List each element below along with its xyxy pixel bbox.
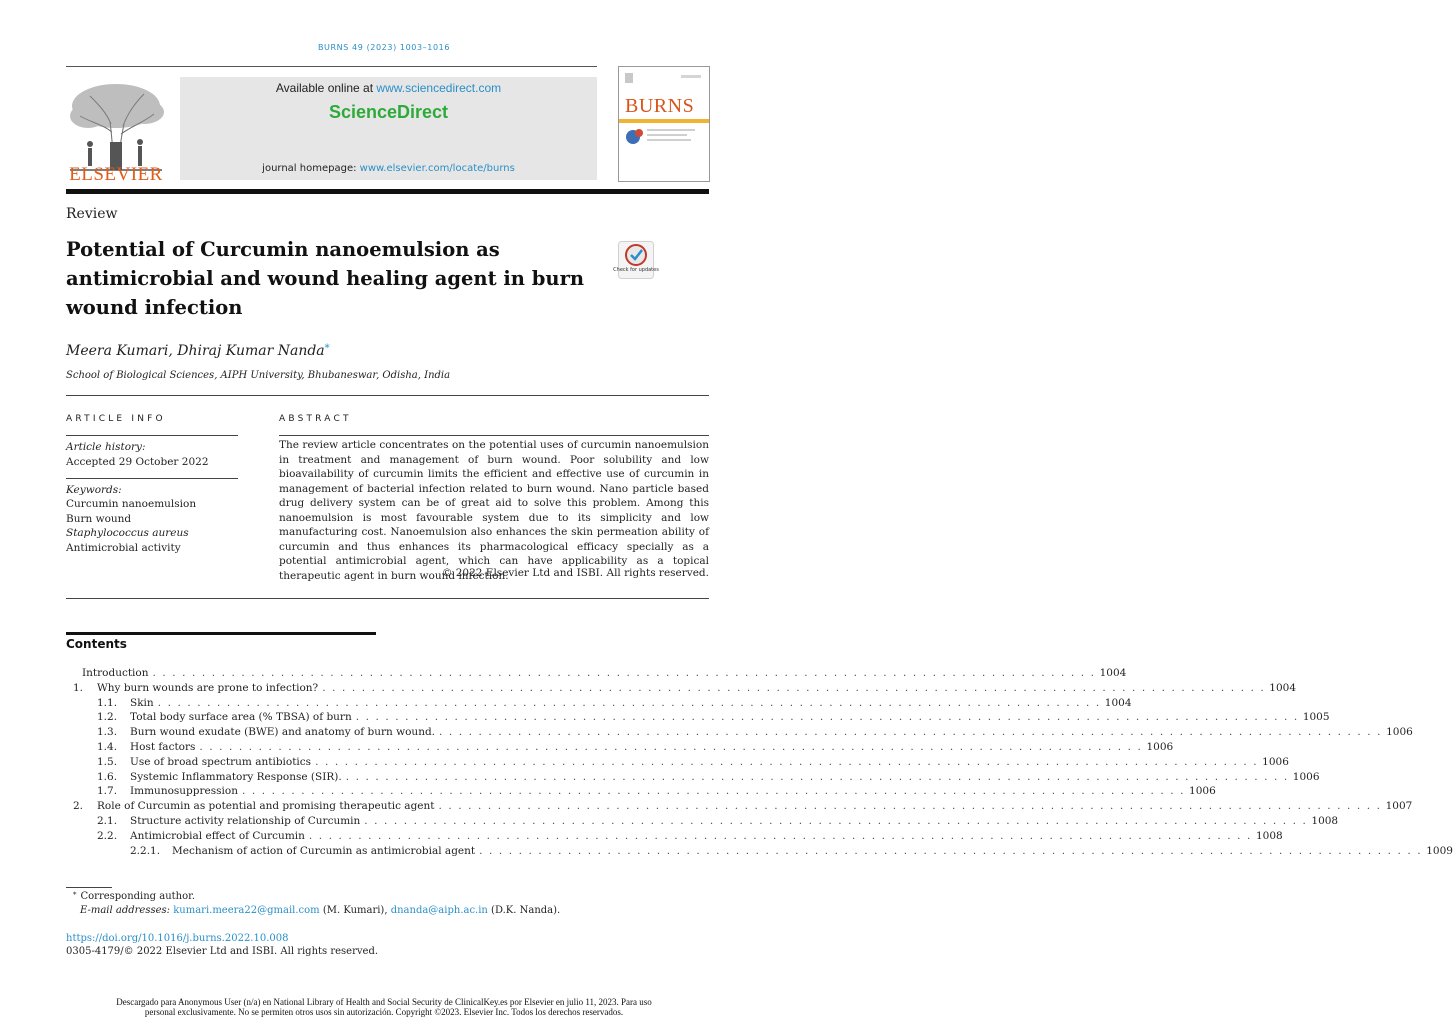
keywords-list: [66, 497, 196, 555]
toc-entry[interactable]: [66, 681, 1297, 697]
journal-cover-art-icon: [619, 67, 709, 181]
toc-leader: [199, 741, 1142, 753]
toc-number: 1.4.: [97, 740, 118, 753]
toc-title: Why burn wounds are prone to infection?: [97, 681, 319, 694]
keywords-rule: [66, 478, 238, 479]
toc-title: Introduction: [82, 667, 149, 679]
toc-number: 2.: [73, 800, 84, 813]
toc-leader: [364, 815, 1307, 827]
toc-page: 1008: [1256, 829, 1283, 842]
email-link-kumari[interactable]: kumari.meera22@gmail.com: [173, 905, 320, 916]
download-notice: Descargado para Anonymous User (n/a) en National Library of Health and Social Security de ClinicalKey.es por Elsevier en julio 11, 2023. Para uso personal exclusivamente. No se permiten otros usos sin autorización. Copyright ©2023. Elsevier Inc. Todos los derechos reservados.: [116, 997, 652, 1017]
abstract-rule: [279, 435, 709, 436]
abstract-heading: ABSTRACT: [279, 414, 352, 424]
toc-page: 1004: [1269, 681, 1297, 694]
section-rule: [66, 395, 709, 396]
available-online-text: Available online at: [275, 81, 377, 95]
toc-entry[interactable]: [66, 844, 1453, 860]
toc-page: 1009: [1426, 844, 1453, 857]
email-addresses: [80, 905, 560, 916]
toc-entry[interactable]: [66, 696, 1132, 712]
keyword: Staphylococcus aureus: [66, 527, 189, 539]
toc-number: 1.: [73, 681, 84, 694]
email-link-nanda[interactable]: dnanda@aiph.ac.in: [390, 905, 488, 916]
toc-entry[interactable]: [66, 667, 1127, 682]
journal-homepage-text: journal homepage:: [262, 163, 360, 174]
header-rule-thick: [66, 189, 709, 194]
article-type: Review: [66, 206, 118, 222]
sciencedirect-logo[interactable]: ScienceDirect: [328, 102, 449, 122]
toc-page: 1005: [1302, 711, 1330, 724]
toc-leader: [439, 726, 1382, 738]
header-rule: [66, 66, 597, 67]
toc-number: 1.3.: [97, 726, 118, 739]
toc-number: 1.5.: [97, 755, 118, 768]
toc-number: 2.2.1.: [130, 844, 161, 857]
doi-link[interactable]: https://doi.org/10.1016/j.burns.2022.10.008: [66, 933, 289, 944]
toc-number: 1.1.: [97, 696, 118, 709]
toc-entry[interactable]: [66, 726, 1413, 741]
contents-rule: [66, 632, 376, 635]
toc-title: Total body surface area (% TBSA) of burn: [130, 711, 352, 724]
toc-title: Mechanism of action of Curcumin as antimicrobial agent: [172, 844, 476, 857]
toc-title: Burn wound exudate (BWE) and anatomy of burn wound.: [130, 726, 436, 739]
corresponding-author-mark[interactable]: *: [324, 343, 330, 354]
toc-number: 2.2.: [97, 829, 118, 842]
issn-copyright: 0305-4179/© 2022 Elsevier Ltd and ISBI. All rights reserved.: [66, 946, 379, 957]
available-online-line: [180, 81, 597, 95]
toc-entry[interactable]: [66, 711, 1330, 726]
toc-title: Use of broad spectrum antibiotics: [130, 755, 312, 768]
toc-entry[interactable]: [66, 814, 1339, 830]
journal-cover-stripe: [619, 119, 709, 123]
article-title: Potential of Curcumin nanoemulsion as antimicrobial and wound healing agent in burn wound infection: [66, 238, 585, 319]
authors-text: Meera Kumari, Dhiraj Kumar Nanda: [66, 343, 325, 359]
keyword: Curcumin nanoemulsion: [66, 498, 197, 510]
toc-page: 1007: [1385, 800, 1413, 813]
section-rule: [66, 598, 709, 599]
elsevier-wordmark: ELSEVIER: [69, 164, 163, 185]
toc-title: Skin: [130, 696, 154, 709]
journal-cover-thumbnail[interactable]: [618, 66, 710, 182]
journal-homepage-line: [180, 163, 597, 174]
keyword: Antimicrobial activity: [66, 541, 181, 554]
toc-entry[interactable]: [66, 755, 1289, 771]
toc-leader: [346, 771, 1289, 783]
toc-number: 1.6.: [97, 770, 118, 783]
toc-number: 1.2.: [97, 711, 118, 724]
toc-leader: [479, 845, 1422, 857]
toc-title: Immunosuppression: [130, 785, 238, 798]
toc-title: Structure activity relationship of Curcumin: [130, 814, 361, 827]
toc-leader: [315, 756, 1258, 768]
toc-leader: [158, 697, 1101, 709]
toc-number: 2.1.: [97, 814, 118, 827]
toc-page: 1008: [1311, 814, 1339, 827]
abstract-text: The review article concentrates on the potential uses of curcumin nanoemulsion in treatment and management of burn wound. Poor solubility and low bioavailability of curcumin limits the efficient and effective use of curcumin in management of bacterial infection related to burn wound. Nano particle based drug delivery system can be of great aid to solve this problem. Among this nanoemulsion is most favourable system due to its simplicity and low manufacturing cost. Nanoemulsion also enhances the skin permeation ability of curcumin and thus enhances its pharmacological efficacy specially as a potential antimicrobial agent, which can have applicability as a topical therapeutic agent in burn wound infection.: [279, 439, 709, 582]
toc-leader: [309, 830, 1252, 842]
table-of-contents: [66, 667, 1453, 859]
corresponding-author-text: Corresponding author.: [80, 891, 196, 902]
affiliation: School of Biological Sciences, AIPH University, Bhubaneswar, Odisha, India: [66, 370, 451, 381]
toc-page: 1004: [1104, 696, 1132, 709]
contents-heading: Contents: [66, 637, 127, 651]
email-label: E-mail addresses:: [80, 905, 171, 916]
keyword: Burn wound: [66, 512, 132, 525]
toc-leader: [242, 785, 1185, 797]
toc-page: 1006: [1189, 785, 1216, 798]
sciencedirect-link[interactable]: www.sciencedirect.com: [376, 81, 502, 95]
email-owner: (D.K. Nanda).: [487, 905, 561, 916]
email-owner: (M. Kumari),: [319, 905, 391, 916]
toc-entry[interactable]: [66, 800, 1413, 815]
toc-entry[interactable]: [66, 740, 1174, 756]
toc-title: Role of Curcumin as potential and promising therapeutic agent: [97, 800, 435, 813]
corresponding-author-note: [73, 891, 195, 902]
article-info-heading: ARTICLE INFO: [66, 414, 166, 424]
journal-cover-title: BURNS: [625, 95, 695, 117]
article-info-rule: [66, 435, 238, 436]
footnote-rule: [66, 887, 112, 888]
toc-page: 1004: [1099, 667, 1127, 679]
running-head: BURNS 49 (2023) 1003–1016: [317, 43, 451, 52]
toc-leader: [356, 711, 1299, 723]
toc-leader: [153, 667, 1096, 679]
toc-leader: [322, 682, 1265, 694]
toc-title: Systemic Inflammatory Response (SIR).: [130, 770, 342, 783]
toc-page: 1006: [1146, 740, 1174, 753]
abstract-copyright: © 2022 Elsevier Ltd and ISBI. All rights reserved.: [441, 567, 709, 579]
toc-number: 1.7.: [97, 785, 118, 798]
article-history-label: Article history:: [66, 441, 146, 453]
toc-page: 1006: [1262, 755, 1289, 768]
journal-homepage-link[interactable]: www.elsevier.com/locate/burns: [359, 163, 515, 174]
toc-leader: [439, 800, 1382, 812]
toc-page: 1006: [1386, 726, 1413, 739]
toc-title: Antimicrobial effect of Curcumin: [130, 829, 305, 842]
author-list: [66, 343, 330, 359]
toc-entry[interactable]: [66, 770, 1320, 786]
toc-page: 1006: [1292, 770, 1320, 783]
keywords-label: Keywords:: [66, 484, 122, 496]
toc-title: Host factors: [130, 740, 196, 753]
check-for-updates-label: Check for updates: [613, 267, 659, 273]
toc-entry[interactable]: [66, 785, 1216, 800]
toc-entry[interactable]: [66, 829, 1283, 845]
footnote-mark: *: [73, 891, 77, 899]
check-for-updates-icon[interactable]: [613, 241, 659, 279]
article-history-value: Accepted 29 October 2022: [66, 456, 209, 468]
